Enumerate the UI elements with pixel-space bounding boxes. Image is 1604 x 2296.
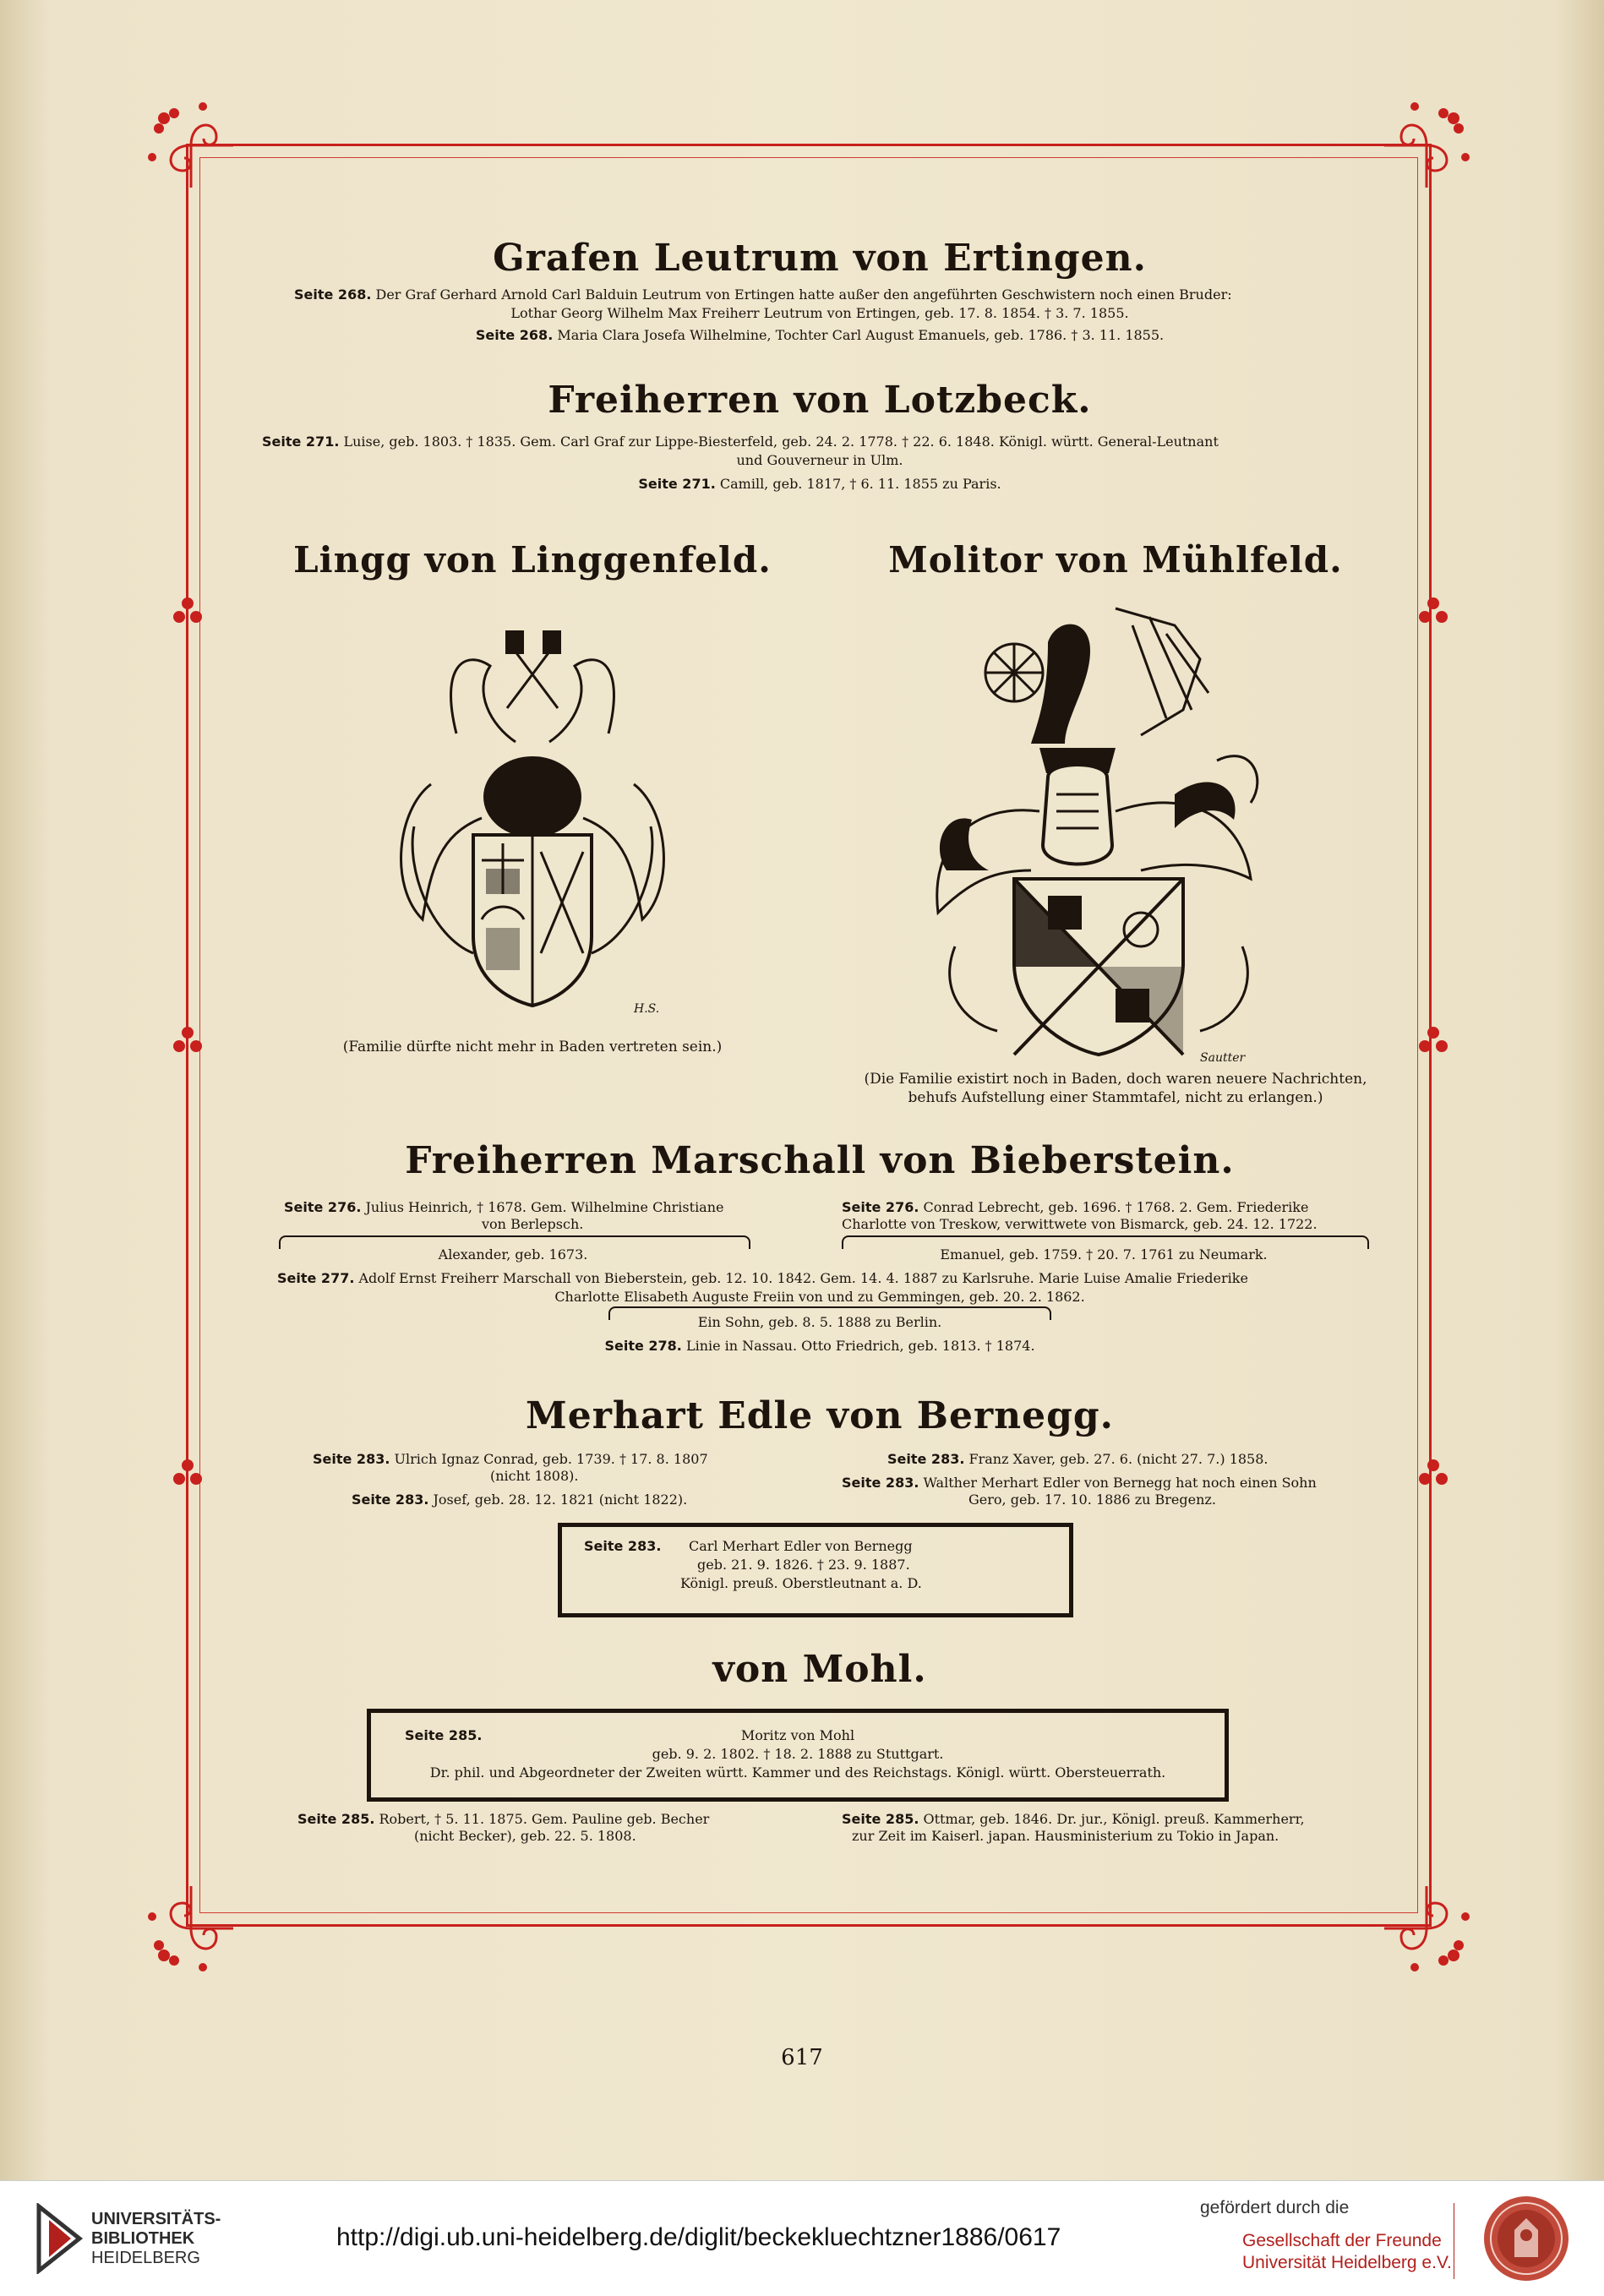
entry-text: Camill, geb. 1817, † 6. 11. 1855 zu Paris.	[719, 476, 1001, 492]
seite-ref: Seite 285.	[297, 1811, 375, 1827]
corner-ornament-icon	[140, 95, 242, 196]
entry-line	[584, 1537, 661, 1556]
entry-line: Dr. phil. und Abgeordneter der Zweiten württ. Kammer und des Reichstags. Königl. württ. Obersteuerrath.	[429, 1764, 1166, 1781]
seite-ref: Seite 276.	[842, 1199, 919, 1215]
entry-line	[313, 1450, 708, 1469]
entry-line: und Gouverneur in Ulm.	[736, 452, 903, 468]
library-name-line: UNIVERSITÄTS-	[91, 2210, 221, 2228]
entry-line: Königl. preuß. Oberstleutnant a. D.	[680, 1575, 922, 1591]
entry-text: Ottmar, geb. 1846. Dr. jur., Königl. preuß. Kammerherr,	[923, 1811, 1305, 1827]
trefoil-ornament-icon	[1413, 592, 1454, 632]
trefoil-ornament-icon	[167, 1453, 208, 1494]
entry-line	[254, 475, 1386, 494]
entry-text: Luise, geb. 1803. † 1835. Gem. Carl Graf zur Lippe-Biesterfeld, geb. 24. 2. 1778. † 22. 6. 1848. Königl. württ. General-Leutnant	[343, 434, 1219, 450]
entry-text: Franz Xaver, geb. 27. 6. (nicht 27. 7.) 1858.	[968, 1451, 1268, 1467]
entry-line: Charlotte von Treskow, verwittwete von Bismarck, geb. 24. 12. 1722.	[842, 1216, 1318, 1232]
entry-text: Walther Merhart Edler von Bernegg hat noch einen Sohn	[923, 1475, 1317, 1491]
heading-mohl: von Mohl.	[712, 1648, 927, 1691]
entry-line: zur Zeit im Kaiserl. japan. Hausministerium zu Tokio in Japan.	[852, 1828, 1279, 1844]
sponsor-name	[1242, 2230, 1452, 2274]
heading-merhart: Merhart Edle von Bernegg.	[526, 1394, 1114, 1437]
trefoil-ornament-icon	[167, 1021, 208, 1061]
entry-line: von Berlepsch.	[482, 1216, 584, 1232]
heading-lotzbeck: Freiherren von Lotzbeck.	[548, 379, 1092, 422]
merhart-highlight-box	[558, 1523, 1073, 1617]
entry-line: Charlotte Elisabeth Auguste Freiin von und zu Gemmingen, geb. 20. 2. 1862.	[554, 1289, 1085, 1305]
entry-line	[352, 1491, 687, 1509]
entry-line: Gero, geb. 17. 10. 1886 zu Bregenz.	[968, 1492, 1216, 1508]
entry-line	[277, 1269, 1248, 1288]
seite-ref: Seite 268.	[475, 327, 554, 343]
page-number: 617	[781, 2045, 823, 2070]
university-library-logo-icon	[34, 2203, 85, 2274]
entry-text: Der Graf Gerhard Arnold Carl Balduin Leutrum von Ertingen hatte außer den angeführten Geschwistern noch einen Bruder:	[375, 286, 1232, 303]
entry-text: Ulrich Ignaz Conrad, geb. 1739. † 17. 8. 1807	[394, 1451, 708, 1467]
entry-line	[254, 1337, 1386, 1355]
seite-ref: Seite 283.	[584, 1538, 662, 1554]
seite-ref: Seite 283.	[887, 1451, 965, 1467]
entry-text: Adolf Ernst Freiherr Marschall von Bieberstein, geb. 12. 10. 1842. Gem. 14. 4. 1887 zu Karlsruhe. Marie Luise Amalie Friederike	[358, 1270, 1248, 1286]
seite-ref: Seite 278.	[604, 1338, 682, 1354]
sponsor-label: gefördert durch die	[1200, 2198, 1350, 2217]
seite-ref: Seite 283.	[352, 1492, 429, 1508]
entry-line	[887, 1450, 1268, 1469]
university-seal-icon	[1481, 2193, 1572, 2284]
entry-line	[842, 1474, 1317, 1492]
entry-text: Josef, geb. 28. 12. 1821 (nicht 1822).	[433, 1492, 688, 1508]
footer-bar	[0, 2180, 1604, 2296]
entry-text: Conrad Lebrecht, geb. 1696. † 1768. 2. Gem. Friederike	[923, 1199, 1309, 1215]
sponsor-name-line: Gesellschaft der Freunde	[1242, 2231, 1442, 2250]
entry-line: geb. 21. 9. 1826. † 23. 9. 1887.	[697, 1557, 910, 1573]
entry-line: Alexander, geb. 1673.	[438, 1246, 588, 1263]
seite-ref: Seite 285.	[405, 1727, 483, 1743]
trefoil-ornament-icon	[167, 592, 208, 632]
entry-line: (nicht Becker), geb. 22. 5. 1808.	[414, 1828, 636, 1844]
entry-line	[842, 1198, 1308, 1217]
entry-line: Lothar Georg Wilhelm Max Freiherr Leutrum von Ertingen, geb. 17. 8. 1854. † 3. 7. 1855.	[510, 305, 1129, 321]
entry-line	[842, 1810, 1305, 1829]
entry-text: Julius Heinrich, † 1678. Gem. Wilhelmine Christiane	[365, 1199, 724, 1215]
entry-line: Ein Sohn, geb. 8. 5. 1888 zu Berlin.	[697, 1314, 942, 1330]
seite-ref: Seite 271.	[262, 434, 340, 450]
lingg-caption: (Familie dürfte nicht mehr in Baden vertreten sein.)	[342, 1039, 723, 1055]
heading-marschall: Freiherren Marschall von Bieberstein.	[405, 1139, 1235, 1182]
lingg-coat-of-arms	[380, 615, 685, 1021]
molitor-caption-2: behufs Aufstellung einer Stammtafel, nicht zu erlangen.)	[908, 1089, 1323, 1106]
trefoil-ornament-icon	[1413, 1021, 1454, 1061]
entry-line	[294, 286, 1232, 304]
corner-ornament-icon	[1376, 95, 1477, 196]
permalink-url[interactable]: http://digi.ub.uni-heidelberg.de/diglit/beckekluechtzner1886/0617	[336, 2223, 1061, 2251]
entry-line	[284, 1198, 724, 1217]
corner-ornament-icon	[140, 1878, 242, 1979]
library-name-line: HEIDELBERG	[91, 2249, 200, 2267]
sponsor-name-line: Universität Heidelberg e.V.	[1242, 2253, 1452, 2272]
molitor-caption-1: (Die Familie existirt noch in Baden, doch waren neuere Nachrichten,	[864, 1071, 1367, 1088]
entry-line	[297, 1810, 709, 1829]
entry-line	[262, 433, 1219, 451]
heading-lingg: Lingg von Linggenfeld.	[293, 539, 772, 581]
entry-line: Moritz von Mohl	[740, 1727, 855, 1743]
molitor-coat-of-arms	[921, 592, 1276, 1065]
entry-text: Linie in Nassau. Otto Friedrich, geb. 1813. † 1874.	[685, 1338, 1035, 1354]
crest-signature: Sautter	[1200, 1051, 1246, 1065]
seite-ref: Seite 283.	[313, 1451, 390, 1467]
entry-text: Maria Clara Josefa Wilhelmine, Tochter Carl August Emanuels, geb. 1786. † 3. 11. 1855.	[557, 327, 1165, 343]
entry-text: Robert, † 5. 11. 1875. Gem. Pauline geb. Becher	[379, 1811, 710, 1827]
seite-ref: Seite 283.	[842, 1475, 919, 1491]
crest-signature: H.S.	[634, 1002, 660, 1016]
seite-ref: Seite 276.	[284, 1199, 362, 1215]
entry-line: (nicht 1808).	[490, 1468, 579, 1484]
seite-ref: Seite 285.	[842, 1811, 919, 1827]
entry-line	[254, 326, 1386, 345]
heading-leutrum: Grafen Leutrum von Ertingen.	[493, 237, 1147, 280]
seite-ref: Seite 277.	[277, 1270, 355, 1286]
entry-line: Carl Merhart Edler von Bernegg	[689, 1538, 913, 1554]
heading-molitor: Molitor von Mühlfeld.	[888, 539, 1343, 581]
corner-ornament-icon	[1376, 1878, 1477, 1979]
entry-line: Emanuel, geb. 1759. † 20. 7. 1761 zu Neumark.	[940, 1246, 1268, 1263]
seite-ref: Seite 268.	[294, 286, 372, 303]
library-name-line: BIBLIOTHEK	[91, 2229, 195, 2248]
library-name	[91, 2210, 221, 2268]
entry-line: geb. 9. 2. 1802. † 18. 2. 1888 zu Stuttgart.	[652, 1746, 944, 1762]
mohl-highlight-box	[367, 1709, 1229, 1802]
trefoil-ornament-icon	[1413, 1453, 1454, 1494]
seite-ref: Seite 271.	[638, 476, 716, 492]
